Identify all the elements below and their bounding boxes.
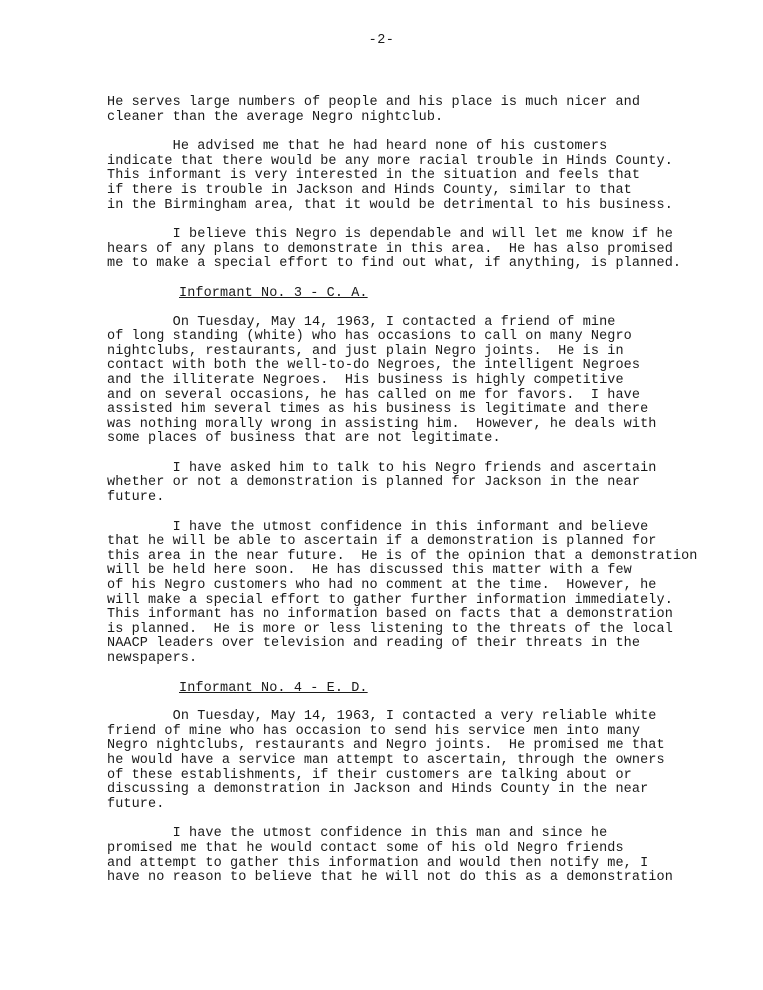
paragraph-informant-3-contact: On Tuesday, May 14, 1963, I contacted a friend of mine of long standing (white) who has occasions to call on many Negro nightclubs, restaurants, and just plain Negro joints. He is in contact with both the well-to-do Negroes, the intelligent Negroes and the illiterate Negroes. His business is highly competitive and on several occasions, he has called on me for favors. I have assisted him several times as his business is legitimate and there was nothing morally wrong in assisting him. However, he deals with some places of business that are not legitimate. (107, 314, 657, 447)
heading-informant-4: Informant No. 4 - E. D. (179, 680, 368, 696)
paragraph-informant-3-confidence: I have the utmost confidence in this informant and believe that he will be able to ascertain if a demonstration is planned for this area in the near future. He is of the opinion that a demonstration will be held here soon. He has discussed this matter with a few of his Negro customers who had no comment at the time. However, he will make a special effort to gather further information immediately. This informant has no information based on facts that a demonstration is planned. He is more or less listening to the threats of the local NAACP leaders over television and reading of their threats in the newspapers. (107, 519, 698, 666)
paragraph-dependable: I believe this Negro is dependable and will let me know if he hears of any plans to demonstrate in this area. He has also promised me to make a special effort to find out what, if anything, is planned. (107, 227, 682, 272)
document-body (107, 96, 757, 901)
heading-informant-3: Informant No. 3 - C. A. (179, 285, 368, 301)
paragraph-racial-trouble: He advised me that he had heard none of his customers indicate that there would be any more racial trouble in Hinds County. This informant is very interested in the situation and feels that if there is trouble in Jackson and Hinds County, similar to that in the Birmingham area, that it would be detrimental to his business. (107, 139, 673, 213)
paragraph-customers-intro: He serves large numbers of people and his place is much nicer and cleaner than the average Negro nightclub. (107, 95, 641, 125)
paragraph-informant-4-contact: On Tuesday, May 14, 1963, I contacted a very reliable white friend of mine who has occasion to send his service men into many Negro nightclubs, restaurants and Negro joints. He promised me that he would have a service man attempt to ascertain, through the owners of these establishments, if their customers are talking about or discussing a demonstration in Jackson and Hinds County in the near future. (107, 709, 665, 812)
paragraph-informant-3-ask: I have asked him to talk to his Negro friends and ascertain whether or not a demonstration is planned for Jackson in the near future. (107, 460, 657, 506)
paragraph-informant-4-confidence: I have the utmost confidence in this man and since he promised me that he would contact some of his old Negro friends and attempt to gather this information and would then notify me, I have no reason to believe that he will not do this as a demonstration (107, 826, 673, 886)
page-number: -2- (368, 33, 395, 48)
